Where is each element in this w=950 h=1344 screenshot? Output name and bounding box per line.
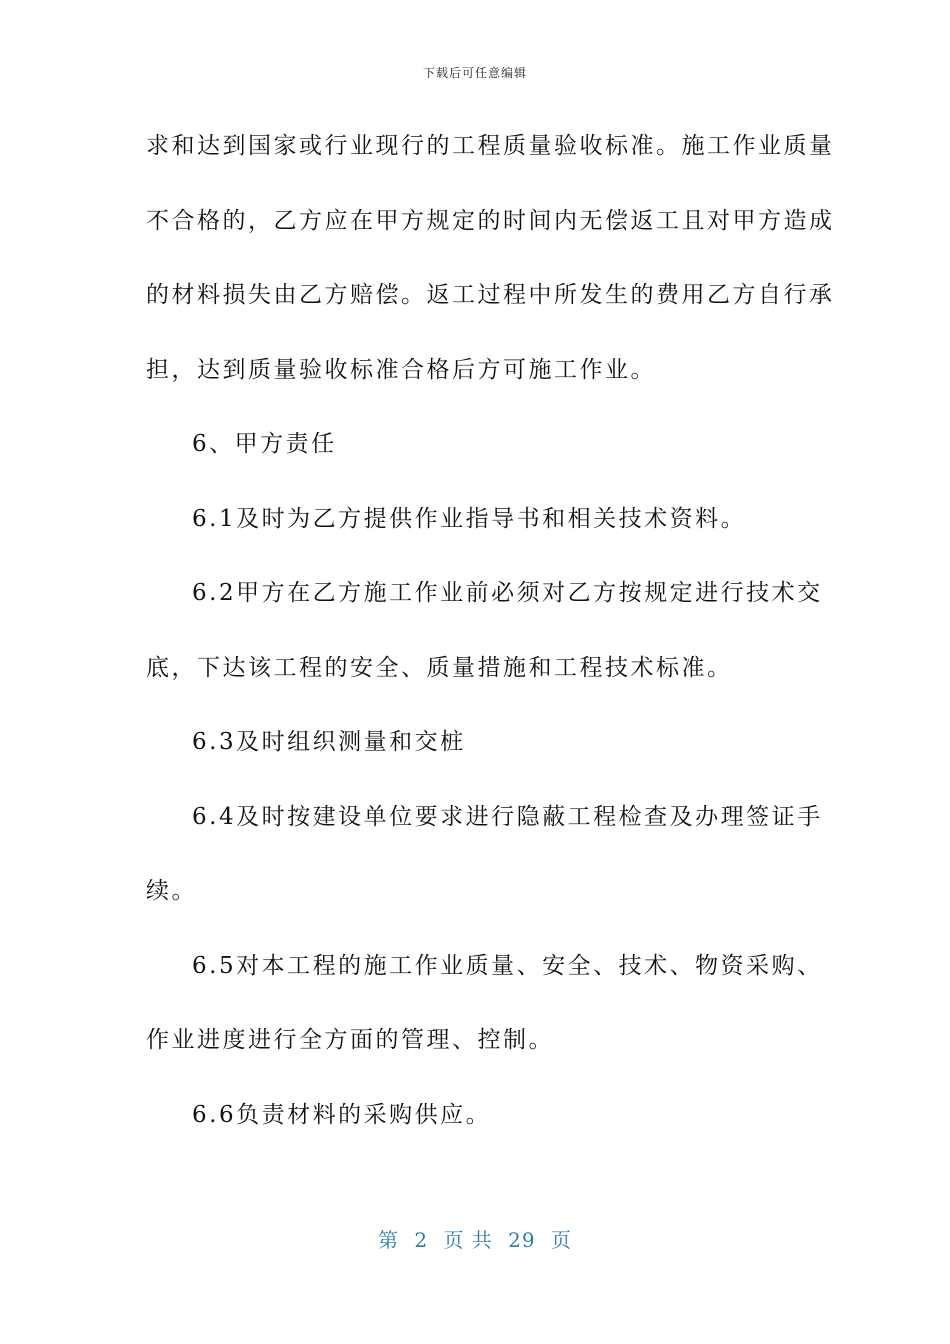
footer-prefix: 第 <box>378 1228 399 1252</box>
body-line: 续。 <box>146 878 197 904</box>
clause-6-2: 6.2甲方在乙方施工作业前必须对乙方按规定进行技术交 <box>192 580 823 606</box>
body-line: 作业进度进行全方面的管理、控制。 <box>146 1027 554 1053</box>
footer-middle: 页 共 <box>443 1228 493 1252</box>
footer-suffix: 页 <box>550 1228 572 1252</box>
body-line: 担，达到质量验收标准合格后方可施工作业。 <box>146 356 656 383</box>
document-body <box>146 126 835 1169</box>
page-number-footer <box>0 1224 950 1253</box>
clause-6-6: 6.6负责材料的采购供应。 <box>192 1101 492 1128</box>
body-line: 求和达到国家或行业现行的工程质量验收标准。施工作业质量 <box>146 133 835 159</box>
clause-6-1: 6.1及时为乙方提供作业指导书和相关技术资料。 <box>192 505 747 532</box>
body-line: 的材料损失由乙方赔偿。返工过程中所发生的费用乙方自行承 <box>146 282 835 308</box>
page-header-note: 下载后可任意编辑 <box>422 66 527 80</box>
footer-current-page: 2 <box>414 1228 429 1252</box>
clause-6-3: 6.3及时组织测量和交桩 <box>192 729 466 755</box>
body-line: 底，下达该工程的安全、质量措施和工程技术标准。 <box>146 654 733 681</box>
section-heading-party-a-responsibility: 6、甲方责任 <box>192 431 337 457</box>
body-line: 不合格的，乙方应在甲方规定的时间内无偿返工且对甲方造成 <box>146 207 835 234</box>
footer-total-pages: 29 <box>508 1228 536 1252</box>
clause-6-5: 6.5对本工程的施工作业质量、安全、技术、物资采购、 <box>192 952 823 979</box>
clause-6-4: 6.4及时按建设单位要求进行隐蔽工程检查及办理签证手 <box>192 803 823 830</box>
